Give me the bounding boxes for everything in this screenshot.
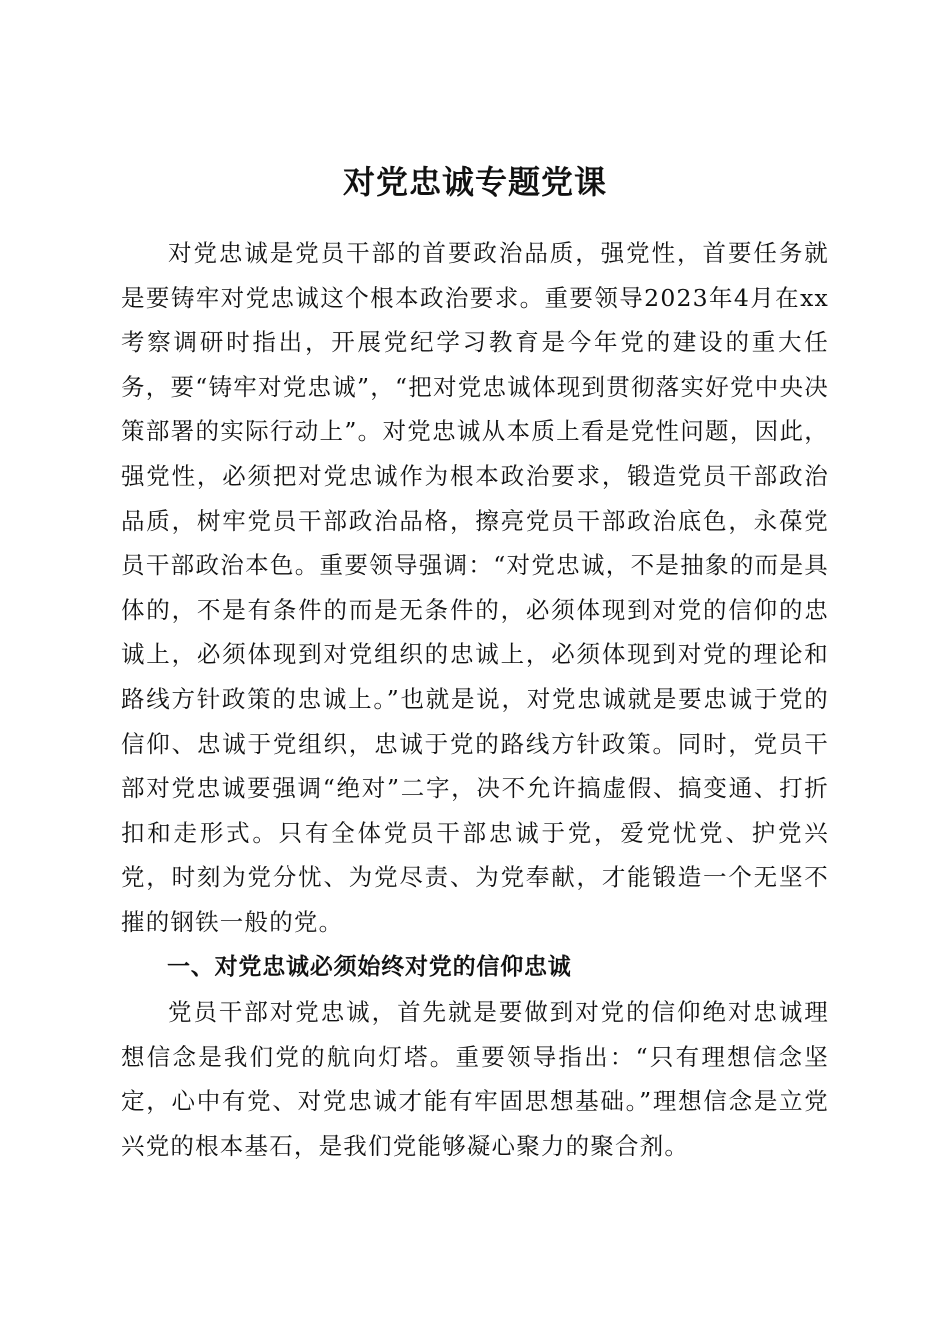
section-heading: 一、对党忠诚必须始终对党的信仰忠诚 xyxy=(167,954,572,980)
document-title: 对党忠诚专题党课 xyxy=(342,163,607,202)
section-paragraph: 党员干部对党忠诚，首先就是要做到对党的信仰绝对忠诚理想信念是我们党的航向灯塔。重要领导指出：“只有理想信念坚定，心中有党、对党忠诚才能有牢固思想基础。”理想信念是立党兴党的根本基石，是我们党能够凝心聚力的聚合剂。 xyxy=(121,998,829,1160)
intro-paragraph: 对党忠诚是党员干部的首要政治品质，强党性，首要任务就是要铸牢对党忠诚这个根本政治要求。重要领导2023年4月在xx考察调研时指出，开展党纪学习教育是今年党的建设的重大任务，要“铸牢对党忠诚”，“把对党忠诚体现到贯彻落实好党中央决策部署的实际行动上”。对党忠诚从本质上看是党性问题，因此，强党性，必须把对党忠诚作为根本政治要求，锻造党员干部政治品质，树牢党员干部政治品格，擦亮党员干部政治底色，永葆党员干部政治本色。重要领导强调：“对党忠诚，不是抽象的而是具体的，不是有条件的而是无条件的，必须体现到对党的信仰的忠诚上，必须体现到对党组织的忠诚上，必须体现到对党的理论和路线方针政策的忠诚上。”也就是说，对党忠诚就是要忠诚于党的信仰、忠诚于党组织，忠诚于党的路线方针政策。同时，党员干部对党忠诚要强调“绝对”二字，决不允许搞虚假、搞变通、打折扣和走形式。只有全体党员干部忠诚于党，爱党忧党、护党兴党，时刻为党分忧、为党尽责、为党奉献，才能锻造一个无坚不摧的钢铁一般的党。 xyxy=(121,239,829,936)
